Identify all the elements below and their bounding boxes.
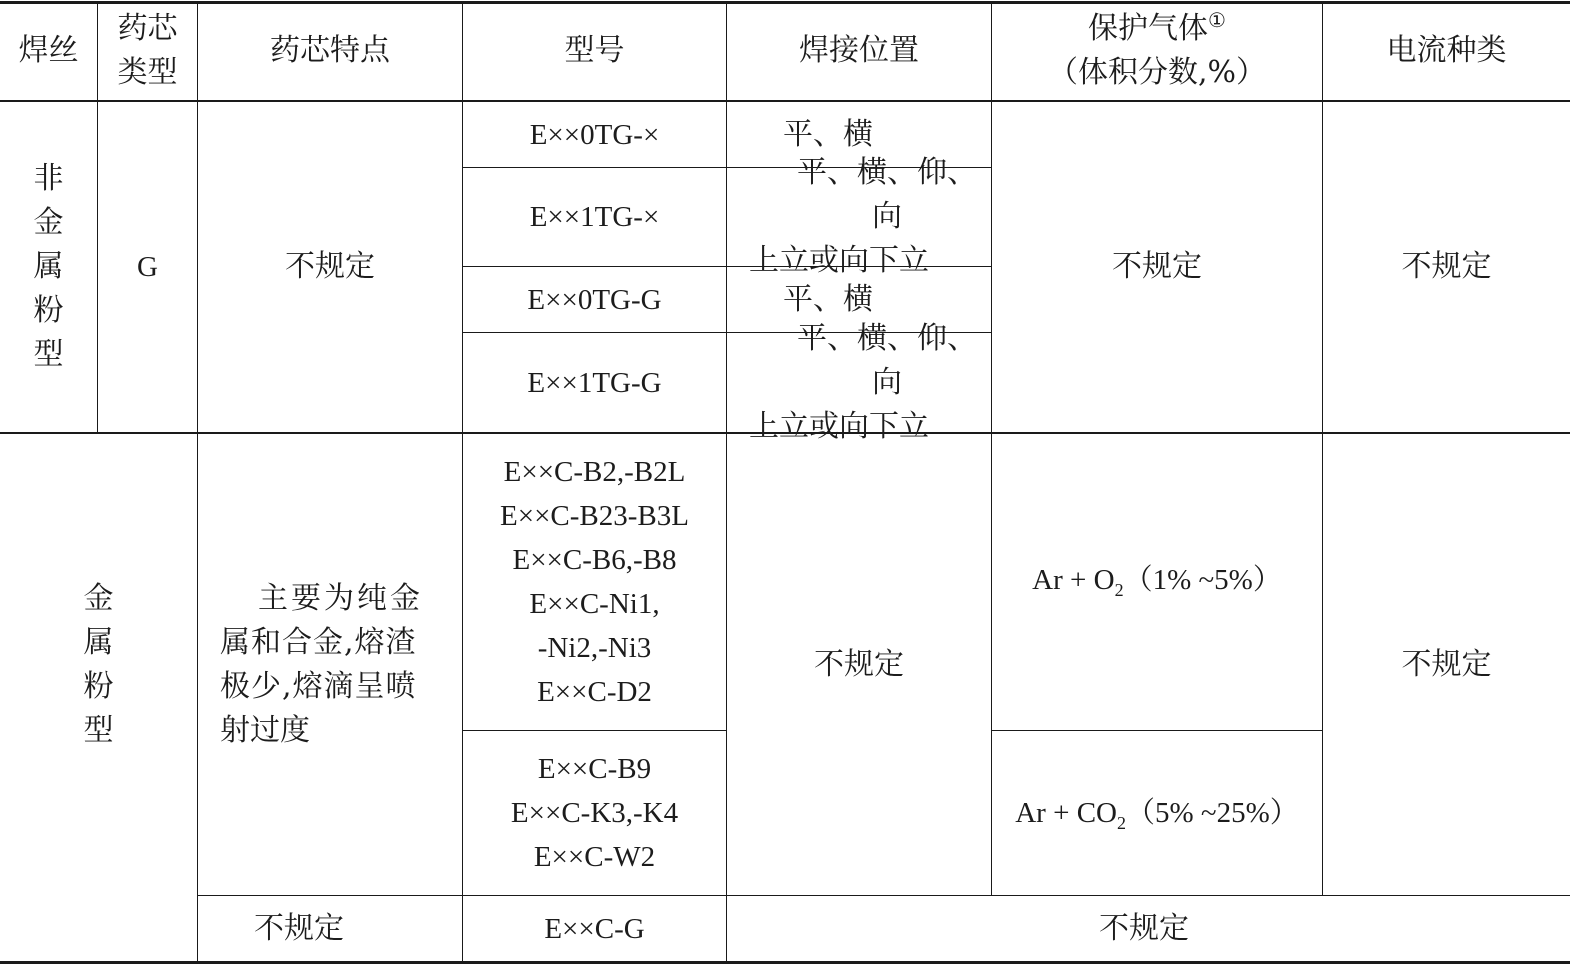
nonmetal-model-row-1: E××0TG-× <box>529 118 660 151</box>
header-current: 电流种类 <box>1386 33 1507 68</box>
footnote-mark: ① <box>1208 8 1226 32</box>
metal-core-features: 主要为纯金 属和合金,熔渣 极少,熔滴呈喷 射过度 <box>220 580 423 748</box>
nonmetal-position-row-4: 平、横、仰、向 上立或向下立 <box>749 320 977 444</box>
metal-wire-label: 金 属 粉 型 <box>83 580 114 748</box>
metal-model-group-1: E××C-B2,-B2L E××C-B23-B3L E××C-B6,-B8 E××C-Ni1, -Ni2,-Ni3 E××C-D2 <box>500 456 689 708</box>
nonmetal-position-row-1: 平、横 <box>783 116 873 152</box>
header-wire: 焊丝 <box>18 33 79 68</box>
metal-current: 不规定 <box>1401 646 1492 682</box>
metal-last-model: E××C-G <box>544 912 645 945</box>
nonmetal-core-type: G <box>137 251 158 283</box>
header-core-type: 药芯 类型 <box>117 11 178 90</box>
metal-gas-2: $Ar + CO_2(5\%$ ~25%） <box>1015 797 1299 833</box>
metal-last-core-features: 不规定 <box>254 910 344 946</box>
metal-model-group-2: E××C-B9 E××C-K3,-K4 E××C-W2 <box>510 753 679 873</box>
nonmetal-position-row-2: 平、横、仰、向 上立或向下立 <box>749 155 977 278</box>
metal-position: 不规定 <box>814 646 904 682</box>
metal-last-rest: 不规定 <box>1099 910 1189 946</box>
nonmetal-core-features: 不规定 <box>285 249 375 284</box>
header-core-features: 药芯特点 <box>270 33 390 68</box>
nonmetal-position-row-3: 平、横 <box>783 281 873 317</box>
metal-gas-1: $Ar + O_2(1\%$ ~5%） <box>1032 564 1282 600</box>
nonmetal-gas: 不规定 <box>1112 249 1202 284</box>
nonmetal-model-row-4: E××1TG-G <box>527 366 662 399</box>
header-position: 焊接位置 <box>799 33 919 68</box>
nonmetal-wire-label: 非 金 属 粉 型 <box>33 161 64 372</box>
nonmetal-model-row-3: E××0TG-G <box>527 283 662 316</box>
header-gas: 保护气体① （体积分数,%） <box>1047 8 1267 90</box>
header-model: 型号 <box>564 33 625 68</box>
table-bottom-border <box>0 961 1570 964</box>
nonmetal-current: 不规定 <box>1401 249 1492 284</box>
nonmetal-model-row-2: E××1TG-× <box>529 201 660 233</box>
